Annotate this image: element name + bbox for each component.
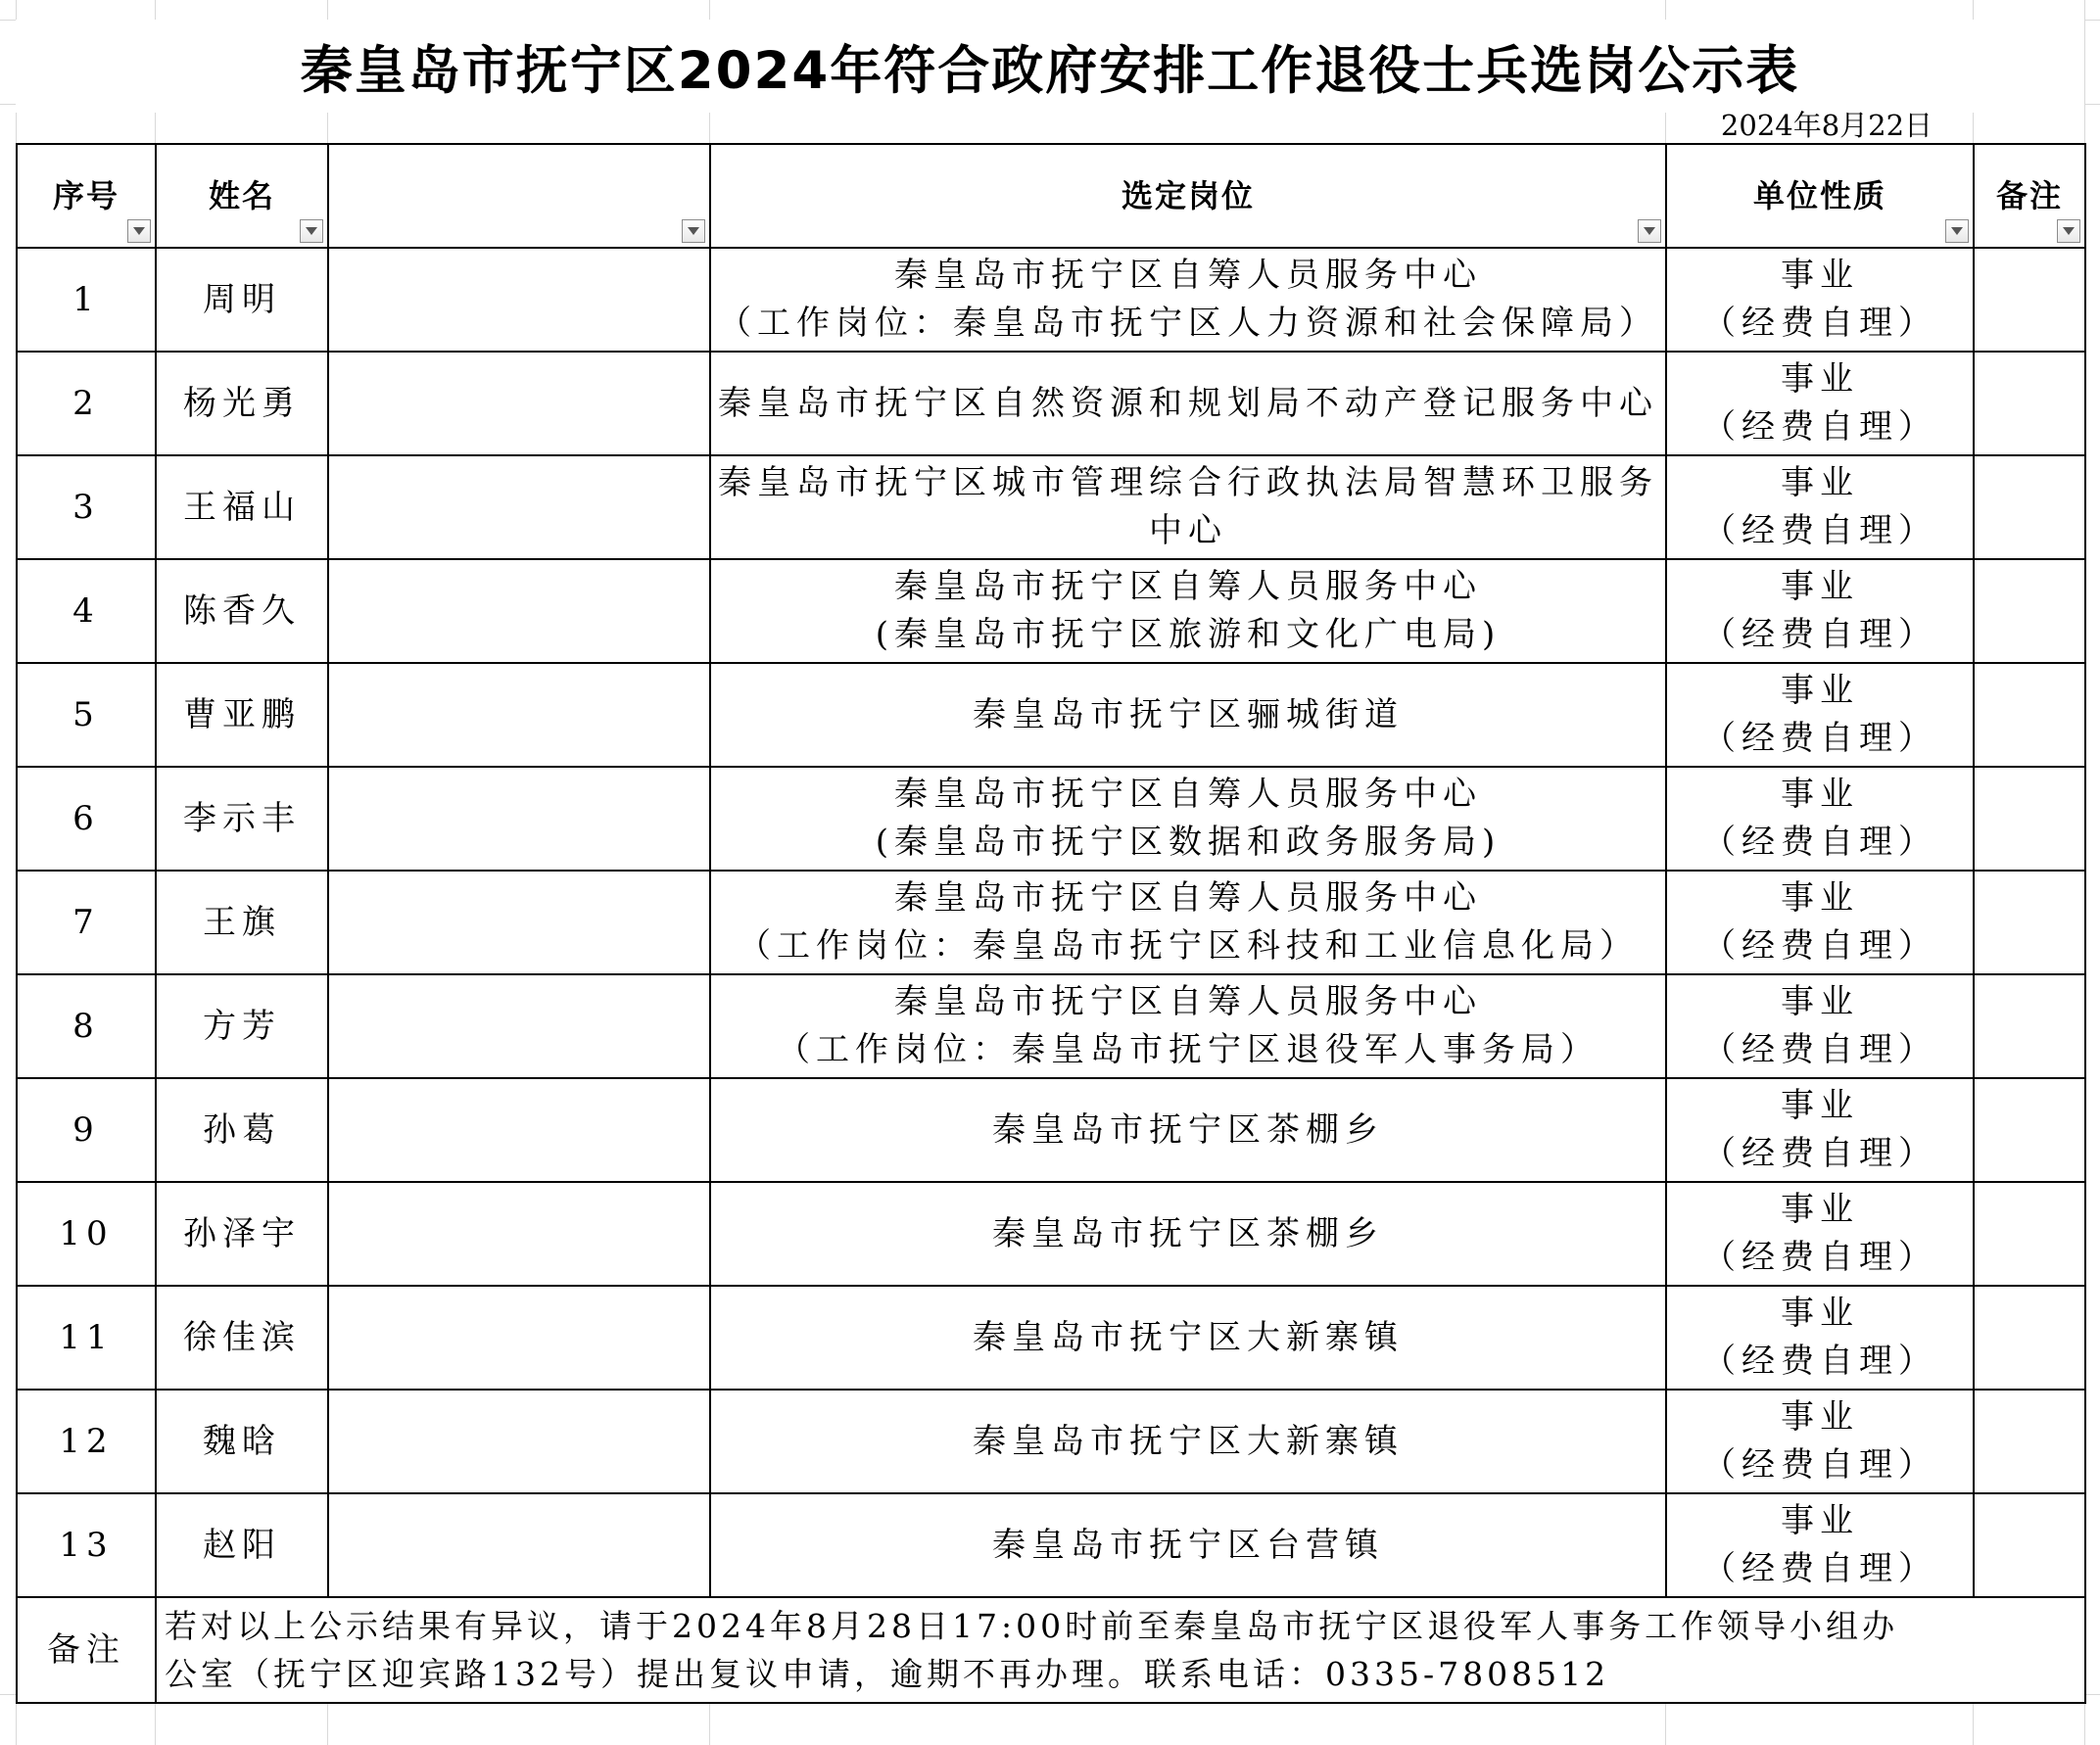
publish-date: 2024年8月22日 [1720, 109, 1933, 142]
header-remark-label: 备注 [1995, 176, 2063, 214]
position-line: 秦皇岛市抚宁区城市管理综合行政执法局智慧环卫服务 [718, 463, 1658, 502]
cell-unit-type [1666, 1286, 1974, 1390]
cell-blank [328, 1390, 710, 1493]
cell-remark [1974, 559, 2085, 663]
unit-type-line: （经费自理） [1702, 1030, 1937, 1069]
cell-remark [1974, 455, 2085, 559]
table-row [17, 352, 2085, 455]
cell-position [710, 1286, 1666, 1390]
unit-type-line: 事业 [1781, 775, 1859, 814]
cell-seq: 12 [17, 1390, 156, 1493]
cell-seq: 9 [17, 1078, 156, 1182]
table-row [17, 1078, 2085, 1182]
cell-seq: 7 [17, 871, 156, 974]
cell-unit-type [1666, 352, 1974, 455]
header-name-label: 姓名 [208, 176, 275, 214]
table-row [17, 871, 2085, 974]
table-row [17, 767, 2085, 871]
cell-name: 方芳 [156, 974, 328, 1078]
filter-dropdown-icon[interactable] [127, 219, 151, 243]
unit-type-line: （经费自理） [1702, 304, 1937, 343]
header-position [710, 144, 1666, 248]
cell-position [710, 1493, 1666, 1597]
cell-unit-type [1666, 248, 1974, 352]
table-row [17, 1390, 2085, 1493]
position-line: 秦皇岛市抚宁区大新寨镇 [973, 1421, 1404, 1461]
cell-unit-type [1666, 974, 1974, 1078]
unit-type-line: 事业 [1781, 1501, 1859, 1540]
unit-type-line: 事业 [1781, 567, 1859, 606]
unit-type-line: （经费自理） [1702, 511, 1937, 550]
unit-type-line: （经费自理） [1702, 1342, 1937, 1381]
cell-position [710, 1182, 1666, 1286]
cell-seq: 2 [17, 352, 156, 455]
cell-blank [328, 1182, 710, 1286]
filter-dropdown-icon[interactable] [2057, 219, 2080, 243]
cell-blank [328, 1078, 710, 1182]
unit-type-line: 事业 [1781, 1086, 1859, 1125]
cell-name: 曹亚鹏 [156, 663, 328, 767]
unit-type-line: 事业 [1781, 1397, 1859, 1437]
filter-dropdown-icon[interactable] [1945, 219, 1969, 243]
cell-name: 魏晗 [156, 1390, 328, 1493]
position-line: 秦皇岛市抚宁区茶棚乡 [992, 1109, 1384, 1150]
cell-seq: 1 [17, 248, 156, 352]
cell-position [710, 248, 1666, 352]
table-row [17, 559, 2085, 663]
position-line: 秦皇岛市抚宁区大新寨镇 [973, 1317, 1404, 1357]
note-label: 备注 [17, 1597, 156, 1703]
cell-name: 孙泽宇 [156, 1182, 328, 1286]
header-position-label: 选定岗位 [1121, 176, 1255, 214]
cell-seq: 3 [17, 455, 156, 559]
position-line: 秦皇岛市抚宁区自筹人员服务中心 [894, 256, 1482, 295]
unit-type-line: （经费自理） [1702, 615, 1937, 654]
cell-remark [1974, 871, 2085, 974]
cell-blank [328, 352, 710, 455]
table-row [17, 248, 2085, 352]
cell-position [710, 871, 1666, 974]
cell-position [710, 352, 1666, 455]
cell-unit-type [1666, 871, 1974, 974]
cell-blank [328, 767, 710, 871]
cell-blank [328, 1493, 710, 1597]
cell-position [710, 1078, 1666, 1182]
cell-blank [328, 455, 710, 559]
filter-dropdown-icon[interactable] [300, 219, 323, 243]
header-unit-type [1666, 144, 1974, 248]
cell-name: 王旗 [156, 871, 328, 974]
cell-name: 孙葛 [156, 1078, 328, 1182]
cell-blank [328, 559, 710, 663]
cell-remark [1974, 1182, 2085, 1286]
header-seq-label: 序号 [52, 176, 119, 214]
cell-remark [1974, 1286, 2085, 1390]
cell-remark [1974, 248, 2085, 352]
unit-type-line: 事业 [1781, 982, 1859, 1021]
unit-type-line: （经费自理） [1702, 1134, 1937, 1173]
cell-seq: 13 [17, 1493, 156, 1597]
position-line: (秦皇岛市抚宁区旅游和文化广电局) [875, 615, 1502, 654]
cell-blank [328, 1286, 710, 1390]
position-line: 秦皇岛市抚宁区自筹人员服务中心 [894, 878, 1482, 918]
cell-seq: 8 [17, 974, 156, 1078]
position-line: （工作岗位：秦皇岛市抚宁区退役军人事务局） [777, 1030, 1599, 1069]
cell-name: 赵阳 [156, 1493, 328, 1597]
position-line: （工作岗位：秦皇岛市抚宁区人力资源和社会保障局） [718, 304, 1658, 343]
header-unit-type-label: 单位性质 [1752, 176, 1886, 214]
filter-dropdown-icon[interactable] [682, 219, 705, 243]
unit-type-line: 事业 [1781, 671, 1859, 710]
cell-name: 周明 [156, 248, 328, 352]
cell-seq: 5 [17, 663, 156, 767]
position-line: 中心 [1149, 511, 1227, 550]
note-line: 公室（抚宁区迎宾路132号）提出复议申请，逾期不再办理。联系电话：0335-7808512 [165, 1655, 1610, 1693]
unit-type-line: （经费自理） [1702, 407, 1937, 447]
cell-remark [1974, 974, 2085, 1078]
note-text [156, 1597, 2085, 1703]
unit-type-line: （经费自理） [1702, 823, 1937, 862]
unit-type-line: 事业 [1781, 463, 1859, 502]
cell-position [710, 559, 1666, 663]
cell-unit-type [1666, 1493, 1974, 1597]
note-line: 若对以上公示结果有异议，请于2024年8月28日17:00时前至秦皇岛市抚宁区退役军人事务工作领导小组办 [165, 1607, 1899, 1645]
header-blank [328, 144, 710, 248]
position-line: 秦皇岛市抚宁区自筹人员服务中心 [894, 982, 1482, 1021]
cell-blank [328, 663, 710, 767]
cell-unit-type [1666, 559, 1974, 663]
filter-dropdown-icon[interactable] [1638, 219, 1661, 243]
position-line: 秦皇岛市抚宁区台营镇 [992, 1525, 1384, 1565]
cell-unit-type [1666, 1390, 1974, 1493]
cell-unit-type [1666, 1078, 1974, 1182]
cell-remark [1974, 1390, 2085, 1493]
header-remark [1974, 144, 2085, 248]
position-line: （工作岗位：秦皇岛市抚宁区科技和工业信息化局） [738, 926, 1639, 966]
announcement-table [16, 143, 2086, 1704]
cell-position [710, 455, 1666, 559]
unit-type-line: （经费自理） [1702, 1549, 1937, 1588]
cell-seq: 10 [17, 1182, 156, 1286]
position-line: 秦皇岛市抚宁区自然资源和规划局不动产登记服务中心 [718, 383, 1658, 423]
cell-name: 徐佳滨 [156, 1286, 328, 1390]
cell-name: 李示丰 [156, 767, 328, 871]
table-body [17, 248, 2085, 1597]
cell-remark [1974, 352, 2085, 455]
table-row [17, 663, 2085, 767]
cell-seq: 11 [17, 1286, 156, 1390]
cell-position [710, 1390, 1666, 1493]
cell-remark [1974, 1493, 2085, 1597]
unit-type-line: 事业 [1781, 1190, 1859, 1229]
cell-blank [328, 248, 710, 352]
header-name [156, 144, 328, 248]
table-row [17, 1493, 2085, 1597]
cell-remark [1974, 1078, 2085, 1182]
cell-unit-type [1666, 1182, 1974, 1286]
position-line: (秦皇岛市抚宁区数据和政务服务局) [875, 823, 1502, 862]
cell-unit-type [1666, 663, 1974, 767]
page-title: 秦皇岛市抚宁区2024年符合政府安排工作退役士兵选岗公示表 [16, 20, 2084, 113]
cell-position [710, 974, 1666, 1078]
cell-name: 陈香久 [156, 559, 328, 663]
table-row [17, 1286, 2085, 1390]
header-seq [17, 144, 156, 248]
position-line: 秦皇岛市抚宁区骊城街道 [973, 694, 1404, 734]
unit-type-line: 事业 [1781, 256, 1859, 295]
unit-type-line: 事业 [1781, 1294, 1859, 1333]
cell-seq: 4 [17, 559, 156, 663]
cell-position [710, 663, 1666, 767]
cell-name: 王福山 [156, 455, 328, 559]
note-row [17, 1597, 2085, 1703]
unit-type-line: （经费自理） [1702, 719, 1937, 758]
position-line: 秦皇岛市抚宁区茶棚乡 [992, 1213, 1384, 1253]
unit-type-line: （经费自理） [1702, 1238, 1937, 1277]
unit-type-line: （经费自理） [1702, 1445, 1937, 1485]
table-row [17, 455, 2085, 559]
cell-remark [1974, 663, 2085, 767]
unit-type-line: （经费自理） [1702, 926, 1937, 966]
header-row [17, 144, 2085, 248]
cell-blank [328, 974, 710, 1078]
cell-unit-type [1666, 767, 1974, 871]
table-row [17, 974, 2085, 1078]
cell-seq: 6 [17, 767, 156, 871]
unit-type-line: 事业 [1781, 878, 1859, 918]
cell-unit-type [1666, 455, 1974, 559]
cell-name: 杨光勇 [156, 352, 328, 455]
cell-blank [328, 871, 710, 974]
unit-type-line: 事业 [1781, 359, 1859, 399]
table-row [17, 1182, 2085, 1286]
position-line: 秦皇岛市抚宁区自筹人员服务中心 [894, 775, 1482, 814]
cell-remark [1974, 767, 2085, 871]
cell-position [710, 767, 1666, 871]
position-line: 秦皇岛市抚宁区自筹人员服务中心 [894, 567, 1482, 606]
